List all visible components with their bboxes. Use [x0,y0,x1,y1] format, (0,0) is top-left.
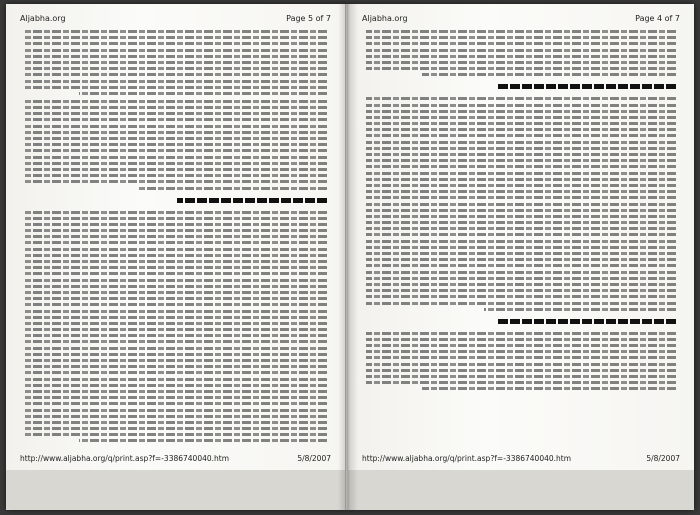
left-page-body [24,30,327,448]
left-paragraph [24,211,327,443]
left-page-footer [20,454,331,466]
right-page-header [362,14,680,26]
right-paragraph [366,30,676,76]
document-spread [6,4,694,510]
right-paragraph [366,332,676,391]
right-page-url: http://www.aljabha.org/q/print.asp?f=-3386740040.htm [362,454,572,463]
left-page-url: http://www.aljabha.org/q/print.asp?f=-3386740040.htm [20,454,230,463]
right-page-site: Aljabha.org [362,14,408,23]
right-paragraph [366,97,676,310]
right-section-heading [366,83,676,91]
left-paragraph [24,100,327,190]
right-section-heading [366,318,676,326]
left-paragraph [24,30,327,95]
left-section-heading [24,197,327,205]
left-page-site: Aljabha.org [20,14,66,23]
left-page-number: Page 5 of 7 [286,14,331,23]
right-page-date: 5/8/2007 [646,454,680,463]
right-page-footer [362,454,680,466]
left-page-bottom-edge [6,470,345,510]
left-page-header [20,14,331,26]
left-page-date: 5/8/2007 [297,454,331,463]
right-page-bottom-edge [348,470,694,510]
right-page-number: Page 4 of 7 [635,14,680,23]
right-page-body [366,30,676,448]
right-page [348,4,694,510]
left-page [6,4,346,510]
